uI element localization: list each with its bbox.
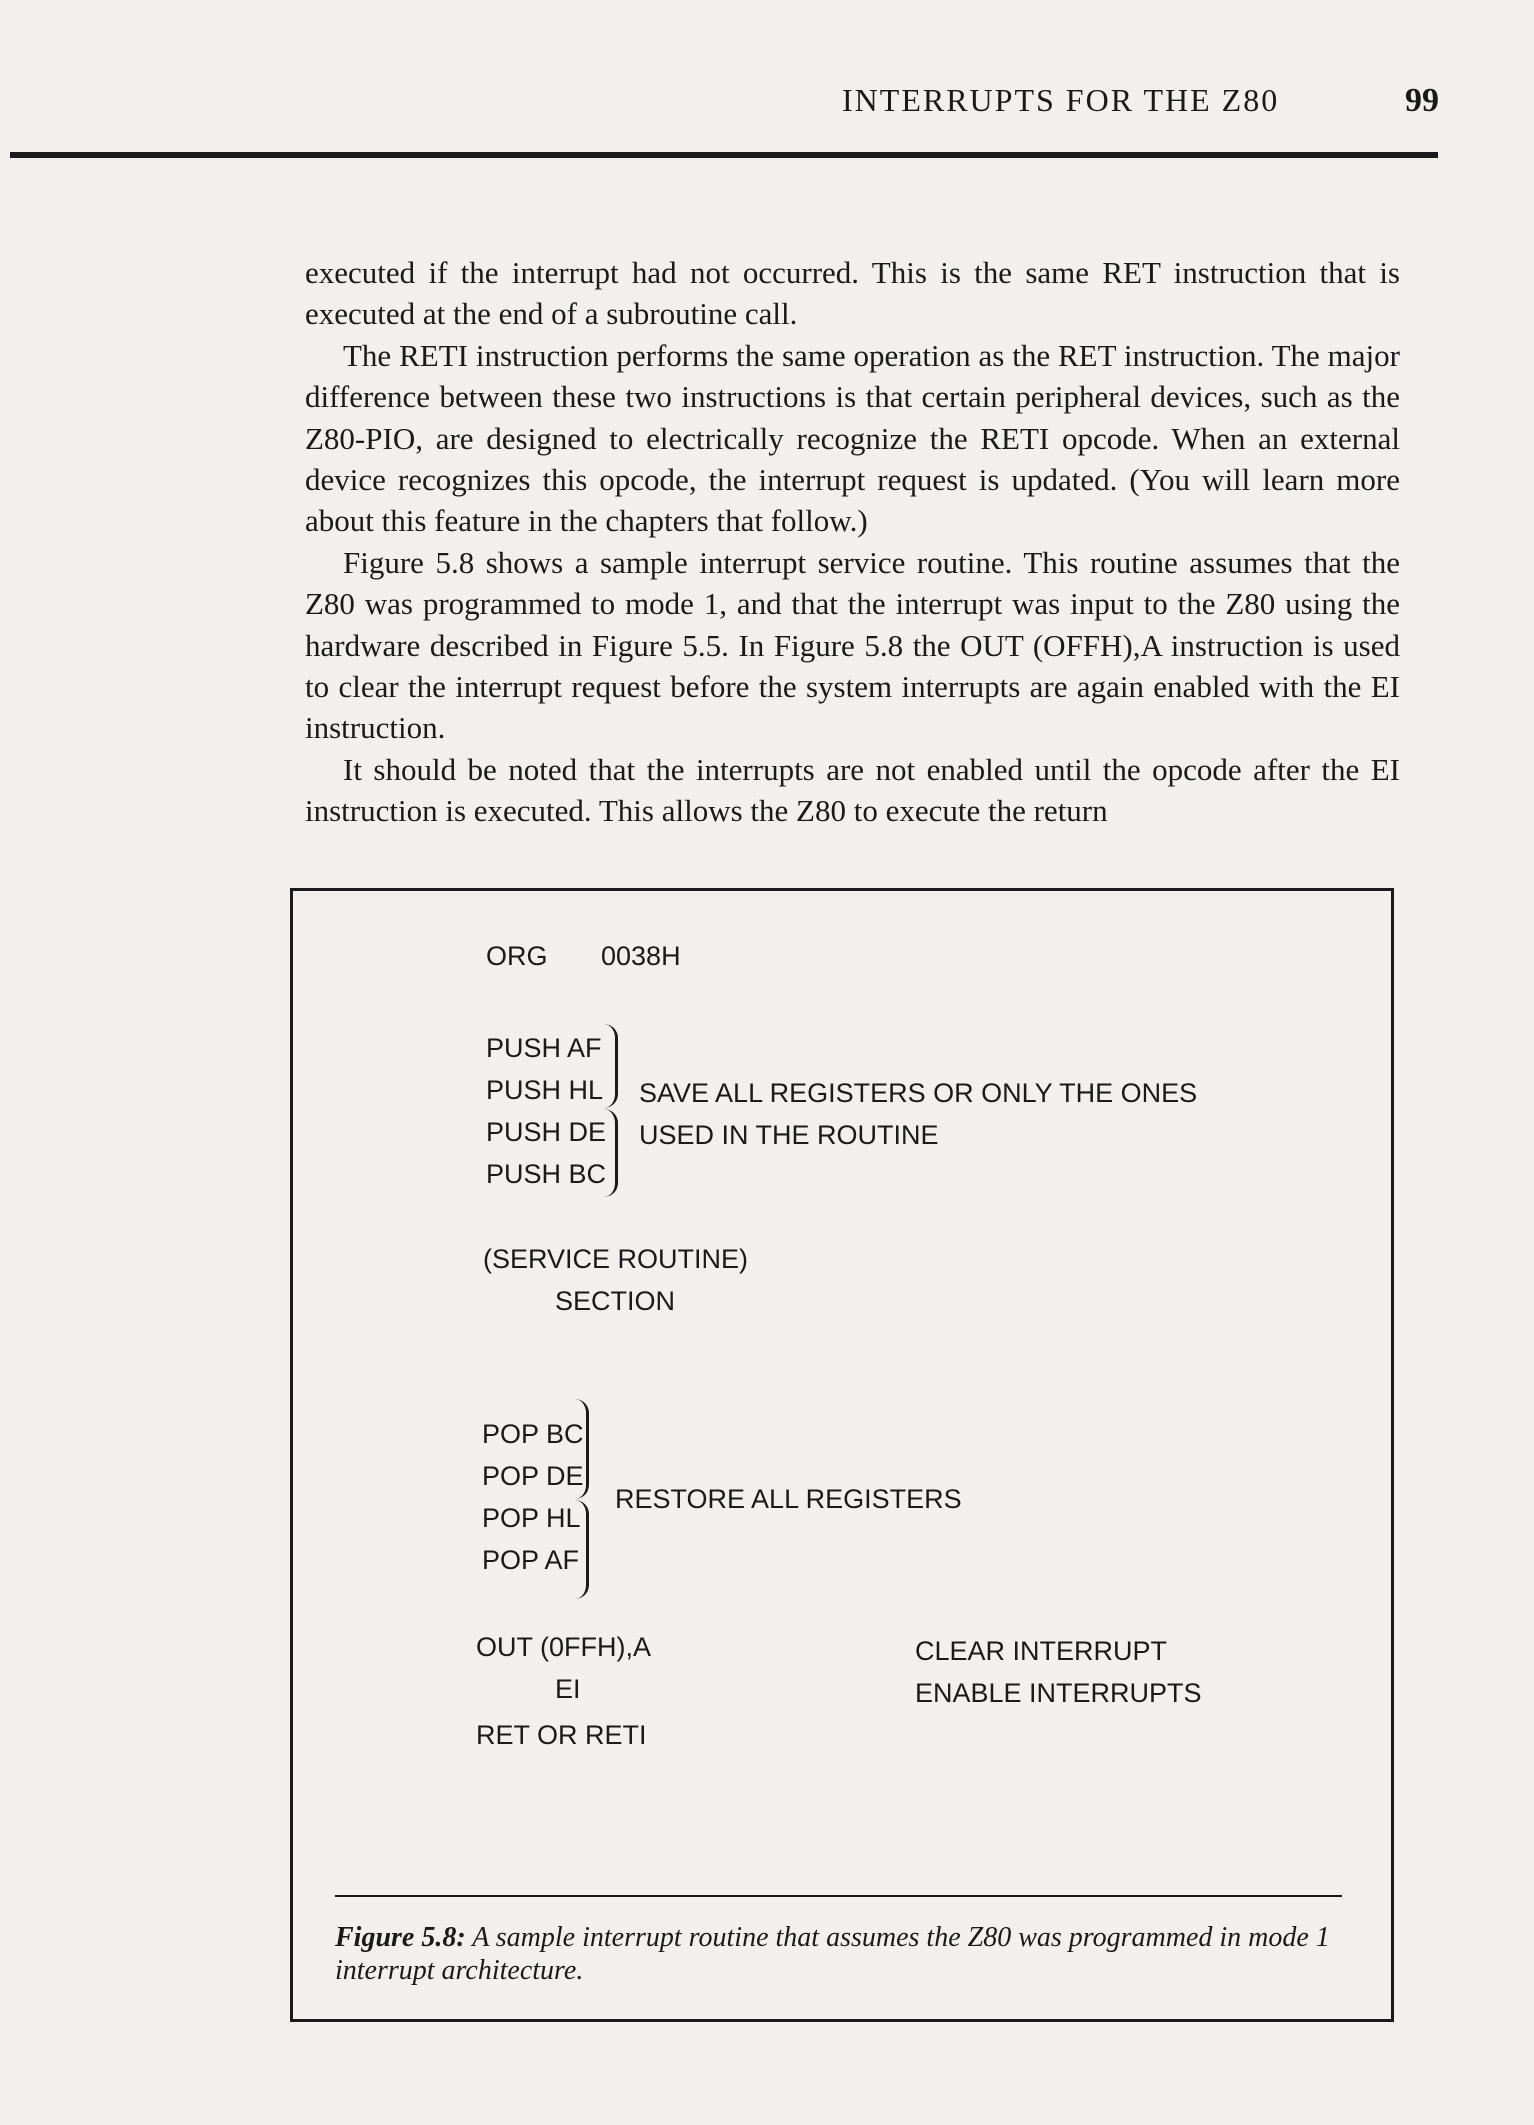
org-address: 0038H xyxy=(601,941,681,971)
page-number: 99 xyxy=(1405,82,1439,119)
running-header: INTERRUPTS FOR THE Z80 xyxy=(842,82,1280,118)
push-instruction: PUSH BC xyxy=(486,1159,607,1189)
pop-comment: RESTORE ALL REGISTERS xyxy=(615,1484,962,1514)
ei-comment: ENABLE INTERRUPTS xyxy=(915,1678,1202,1708)
paragraph: Figure 5.8 shows a sample interrupt service routine. This routine assumes that the Z80 was programmed to mode 1, and that the interrupt was input to the Z80 using the hardware described in Figure 5.5. In Figure 5.8 the OUT (OFFH),A instruction is used to clear the interrupt request before the system interrupts are again enabled with the EI instruction. xyxy=(305,544,1400,746)
pop-brace-upper xyxy=(574,1399,589,1499)
org-directive: ORG xyxy=(486,941,548,971)
pop-instruction: POP AF xyxy=(482,1545,580,1575)
figure-caption xyxy=(335,1921,1355,1987)
paragraph: The RETI instruction performs the same operation as the RET instruction. The major difference between these two instructions is that certain peripheral devices, such as the Z80-PIO, are designed to electrically recognize the RETI opcode. When an external device recognizes this opcode, the interrupt request is updated. (You will learn more about this feature in the chapters that follow.) xyxy=(305,337,1400,539)
caption-label: Figure 5.8: xyxy=(335,1922,466,1953)
header-rule xyxy=(10,152,1438,158)
push-instruction: PUSH DE xyxy=(486,1117,607,1147)
ret-instruction: RET OR RETI xyxy=(476,1720,647,1750)
push-instruction: PUSH AF xyxy=(486,1033,602,1063)
service-routine-label: SECTION xyxy=(555,1286,676,1316)
figure-box xyxy=(290,888,1394,2022)
body-text xyxy=(305,252,1400,832)
paragraph: It should be noted that the interrupts are not enabled until the opcode after the EI instruction is executed. This allows the Z80 to execute the return xyxy=(305,751,1400,829)
pop-instruction: POP HL xyxy=(482,1503,581,1533)
ei-instruction: EI xyxy=(555,1674,581,1704)
pop-instruction: POP BC xyxy=(482,1419,584,1449)
pop-instruction: POP DE xyxy=(482,1461,584,1491)
pop-brace-lower xyxy=(574,1500,589,1599)
push-brace-lower xyxy=(603,1109,618,1197)
push-comment: SAVE ALL REGISTERS OR ONLY THE ONES xyxy=(639,1078,1198,1108)
push-brace-upper xyxy=(603,1024,618,1108)
caption-text: A sample interrupt routine that assumes the Z80 was programmed in mode 1 interrupt architecture. xyxy=(335,1922,1330,1986)
paragraph: executed if the interrupt had not occurred. This is the same RET instruction that is executed at the end of a subroutine call. xyxy=(305,255,1400,332)
caption-rule xyxy=(335,1895,1342,1897)
service-routine-label: (SERVICE ROUTINE) xyxy=(483,1244,749,1274)
out-comment: CLEAR INTERRUPT xyxy=(915,1636,1168,1666)
out-instruction: OUT (0FFH),A xyxy=(476,1632,651,1662)
push-comment: USED IN THE ROUTINE xyxy=(639,1120,939,1150)
push-instruction: PUSH HL xyxy=(486,1075,604,1105)
